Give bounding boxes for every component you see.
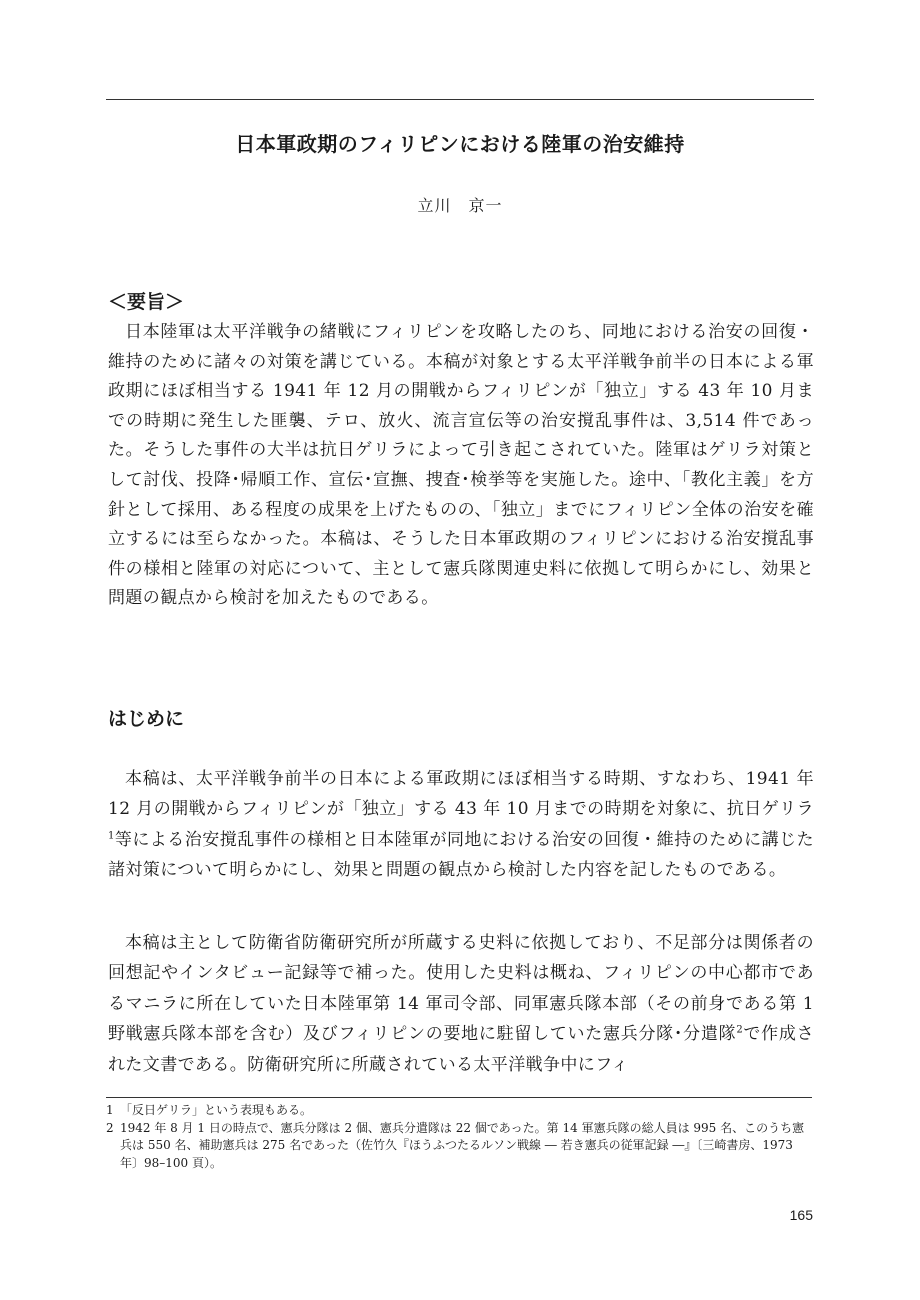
abstract-text: 日本陸軍は太平洋戦争の緒戦にフィリピンを攻略したのち、同地における治安の回復・維持のために諸々の対策を講じている。本稿が対象とする太平洋戦争前半の日本による軍政期にほぼ相当する 1941 年 12 月の開戦からフィリピンが「独立」する 43 年 10 月までの時期に発生した匪襲、テロ、放火、流言宣伝等の治安撹乱事件は、3,514 件であった。そうした事件の大半は抗日ゲリラによって引き起こされていた。陸軍はゲリラ対策として討伐、投降･帰順工作、宣伝･宣撫、捜査･検挙等を実施した。途中、「教化主義」を方針として採用、ある程度の成果を上げたものの、「独立」までにフィリピン全体の治安を確立するには至らなかった。本稿は、そうした日本軍政期のフィリピンにおける治安撹乱事件の様相と陸軍の対応について、主として憲兵隊関連史料に依拠して明らかにし、効果と問題の観点から検討を加えたものである。 — [108, 322, 814, 609]
paragraph-text: 等による治安撹乱事件の様相と日本陸軍が同地における治安の回復・維持のために講じた諸対策について明らかにし、効果と問題の観点から検討した内容を記したものである。 — [108, 829, 814, 881]
footnote-2 — [106, 1120, 814, 1173]
paragraph-text: で作成された文書である。防衛研究所に所蔵されている太平洋戦争中にフィ — [108, 1024, 814, 1075]
abstract-heading: ＜要旨＞ — [108, 291, 185, 313]
introduction-heading: はじめに — [108, 708, 185, 730]
footnote-text: 「反日ゲリラ」という表現もある。 — [120, 1103, 313, 1117]
author-name: 立川 京一 — [417, 196, 503, 215]
footnotes — [106, 1102, 814, 1172]
footnote-rule — [106, 1097, 812, 1098]
footnote-reference-2[interactable]: 2 — [736, 1024, 744, 1036]
footnote-1 — [106, 1102, 814, 1120]
footnote-number: 1 — [106, 1103, 114, 1117]
intro-paragraph-1 — [108, 764, 814, 886]
footnote-reference-1[interactable]: 1 — [108, 830, 115, 842]
top-rule — [106, 99, 814, 100]
article-title: 日本軍政期のフィリピンにおける陸軍の治安維持 — [235, 132, 685, 156]
intro-paragraph-2 — [108, 928, 814, 1080]
page-number: 165 — [789, 1207, 813, 1223]
paragraph-text: 本稿は、太平洋戦争前半の日本による軍政期にほぼ相当する時期、すなわち、1941 年 12 月の開戦からフィリピンが「独立」する 43 年 10 月までの時期を対象に、抗日ゲリラ — [108, 769, 814, 820]
footnote-number: 2 — [106, 1120, 114, 1135]
paragraph-text: 本稿は主として防衛省防衛研究所が所蔵する史料に依拠しており、不足部分は関係者の回想記やインタビュー記録等で補った。使用した史料は概ね、フィリピンの中心都市であるマニラに所在していた日本陸軍第 14 軍司令部、同軍憲兵隊本部（その前身である第 1 野戦憲兵隊本部を含む）及びフィリピンの要地に駐留していた憲兵分隊･分遣隊 — [108, 933, 814, 1045]
footnote-text: 1942 年 8 月 1 日の時点で、憲兵分隊は 2 個、憲兵分遣隊は 22 個であった。第 14 軍憲兵隊の総人員は 995 名、このうち憲兵は 550 名、補助憲兵は 275 名であった（佐竹久『ほうふつたるルソン戦線 ― 若き憲兵の従軍記録 ―』〔三崎書房、1973 年〕98–100 頁）。 — [120, 1120, 805, 1170]
